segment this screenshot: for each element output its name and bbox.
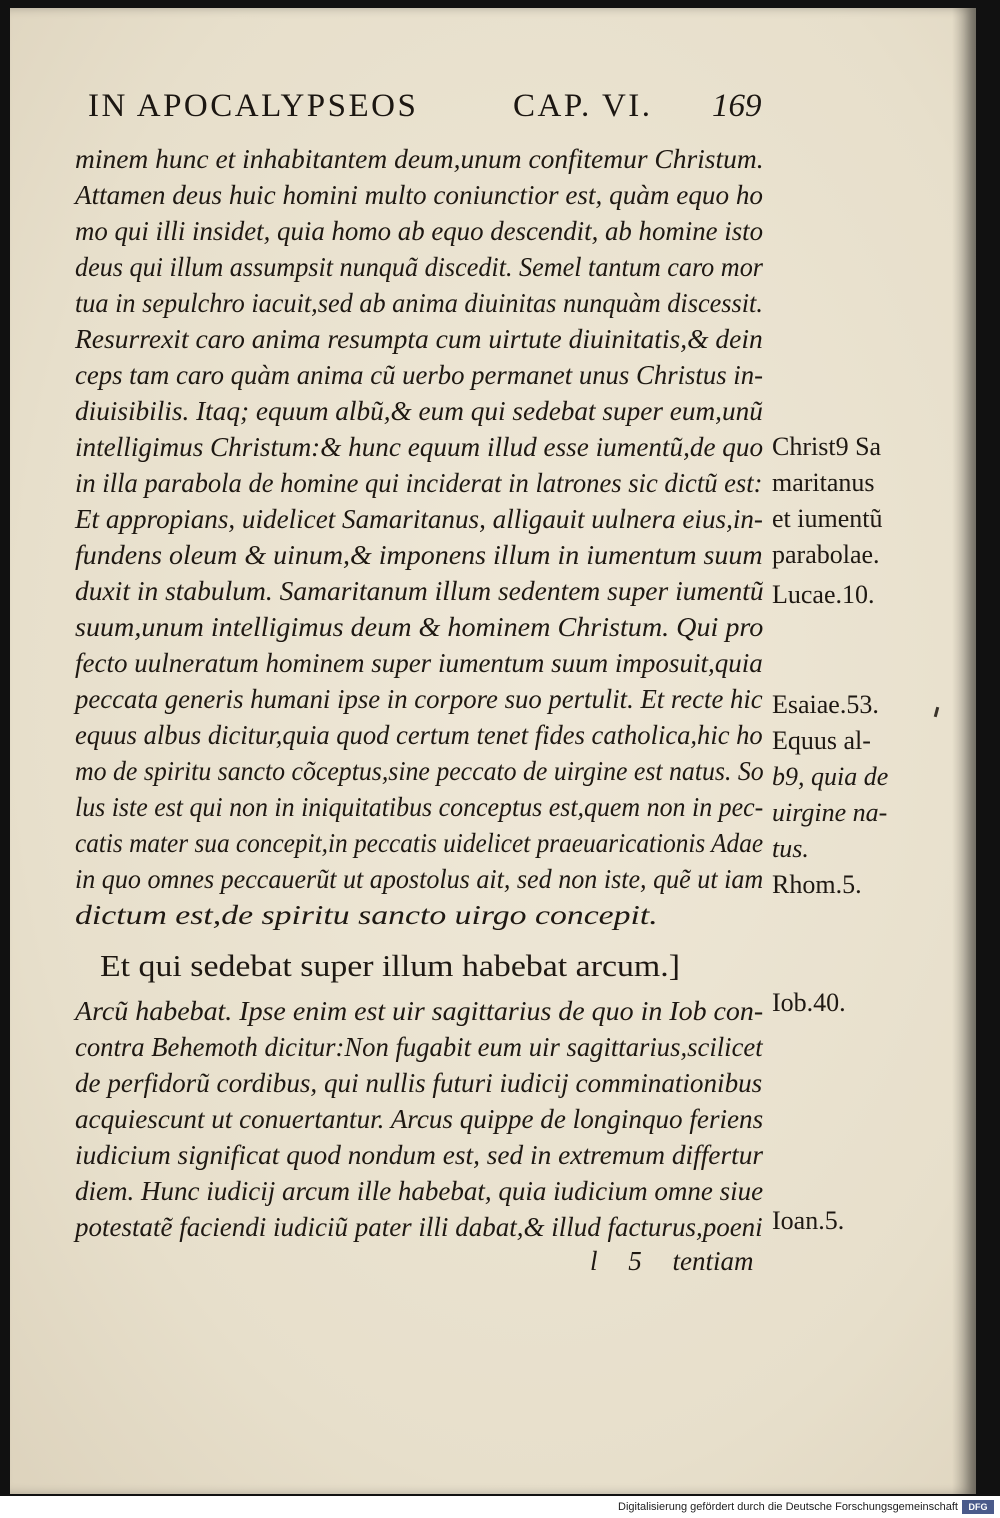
margin-note: Lucae.10. — [772, 580, 875, 609]
margin-note: tus. — [772, 834, 809, 863]
margin-note: Equus al- — [772, 726, 871, 755]
margin-note: et iumentũ — [772, 504, 883, 533]
running-head-title: IN APOCALYPSEOS — [88, 88, 419, 124]
text-line: Arcũ habebat. Ipse enim est uir sagittarius de quo in Iob con- — [75, 996, 764, 1026]
dfg-logo-icon: DFG — [962, 1500, 994, 1514]
margin-note: Iob.40. — [772, 988, 846, 1017]
page-gutter-shadow — [952, 8, 976, 1494]
text-line: diuisibilis. Itaq; equum albũ,& eum qui sedebat super eum,unũ — [75, 396, 763, 426]
text-line: minem hunc et inhabitantem deum,unum confitemur Christum. — [75, 144, 764, 174]
text-line: mo qui illi insidet, quia homo ab equo descendit, ab homine isto — [75, 216, 764, 246]
catchword-signature: l 5 tentiam — [590, 1246, 754, 1276]
margin-note: uirgine na- — [772, 798, 888, 827]
text-line: contra Behemoth dicitur:Non fugabit eum uir sagittarius,scilicet — [75, 1032, 763, 1062]
text-line: Et appropians, uidelicet Samaritanus, alligauit uulnera eius,in- — [75, 504, 763, 534]
running-head-chapter: CAP. VI. — [513, 88, 653, 124]
margin-note: maritanus — [772, 468, 875, 497]
margin-note: Ioan.5. — [772, 1206, 845, 1235]
text-line: potestatẽ faciendi iudiciũ pater illi dabat,& illud facturus,poeni — [75, 1212, 763, 1242]
text-line: mo de spiritu sancto cõceptus,sine peccato de uirgine est natus. So — [75, 756, 764, 786]
lemma-heading: Et qui sedebat super illum habebat arcum.] — [100, 948, 681, 983]
margin-note: Christ9 Sa — [772, 432, 882, 461]
text-line: in quo omnes peccauerũt ut apostolus ait, sed non iste, quẽ ut iam — [75, 864, 764, 894]
text-line: fundens oleum & uinum,& imponens illum in iumentum suum — [75, 540, 763, 570]
text-line: dictum est,de spiritu sancto uirgo concepit. — [75, 900, 658, 930]
margin-note: parabolae. — [772, 540, 880, 569]
text-line: intelligimus Christum:& hunc equum illud esse iumentũ,de quo — [75, 432, 764, 462]
text-line: suum,unum intelligimus deum & hominem Christum. Qui pro — [75, 612, 764, 642]
text-line: acquiescunt ut conuertantur. Arcus quippe de longinquo feriens — [75, 1104, 764, 1134]
margin-note: b9, quia de — [772, 762, 889, 791]
text-line: tua in sepulchro iacuit,sed ab anima diuinitas nunquàm discessit. — [75, 288, 763, 318]
text-line: ceps tam caro quàm anima cũ uerbo permanet unus Christus in- — [75, 360, 764, 390]
text-line: Attamen deus huic homini multo coniunctior est, quàm equo ho — [75, 180, 764, 210]
folio-number: 169 — [712, 88, 762, 124]
text-line: diem. Hunc iudicij arcum ille habebat, quia iudicium omne siue — [75, 1176, 764, 1206]
text-line: Resurrexit caro anima resumpta cum uirtute diuinitatis,& dein — [75, 324, 763, 354]
text-line: fecto uulneratum hominem super iumentum suum imposuit,quia — [75, 648, 763, 678]
text-line: duxit in stabulum. Samaritanum illum sedentem super iumentũ — [75, 576, 764, 606]
text-line: de perfidorũ cordibus, qui nullis futuri iudicij comminationibus — [75, 1068, 763, 1098]
text-line: deus qui illum assumpsit nunquã discedit. Semel tantum caro mor — [75, 252, 763, 282]
text-line: equus albus dicitur,quia quod certum tenet fides catholica,hic ho — [75, 720, 763, 750]
text-line: catis mater sua concepit,in peccatis uidelicet praeuaricationis Adae — [75, 828, 764, 858]
text-line: in illa parabola de homine qui inciderat in latrones sic dictũ est: — [75, 468, 763, 498]
text-line: peccata generis humani ipse in corpore suo pertulit. Et recte hic — [75, 684, 763, 714]
text-line: lus iste est qui non in iniquitatibus conceptus est,quem non in pec- — [75, 792, 764, 822]
funding-credit: Digitalisierung gefördert durch die Deutsche Forschungsgemeinschaft — [618, 1501, 958, 1513]
margin-note: Esaiae.53. — [772, 690, 879, 719]
margin-note: Rhom.5. — [772, 870, 862, 899]
text-line: iudicium significat quod nondum est, sed in extremum differtur — [75, 1140, 764, 1170]
footer-bar — [0, 1496, 1000, 1518]
